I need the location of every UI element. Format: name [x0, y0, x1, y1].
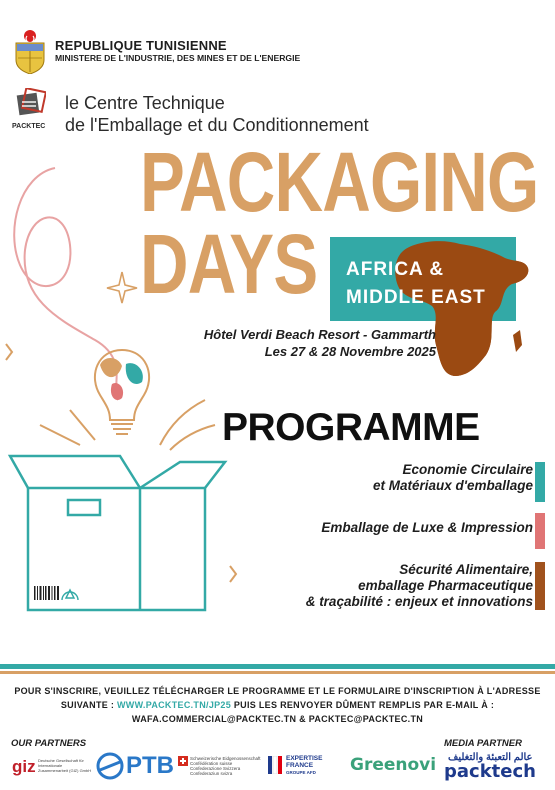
- registration-url-link[interactable]: WWW.PACKTEC.TN/JP25: [117, 700, 232, 710]
- media-arabic-title: عالم التعبئة والتغليف: [448, 752, 533, 763]
- greenovi-logo: Greenovi: [350, 755, 437, 775]
- theme-line: Economie Circulaire: [402, 462, 533, 477]
- theme-line: & traçabilité : enjeux et innovations: [305, 594, 533, 609]
- ministry-title: MINISTERE DE L'INDUSTRIE, DES MINES ET DE L'ENERGIE: [55, 53, 301, 63]
- region-line2: MIDDLE EAST: [346, 287, 486, 308]
- packtech-media-logo: packtech: [444, 761, 536, 782]
- programme-heading: PROGRAMME: [222, 406, 480, 449]
- media-partner-label: MEDIA PARTNER: [444, 738, 522, 749]
- registration-line1: POUR S'INSCRIRE, VEUILLEZ TÉLÉCHARGER LE PROGRAMME ET LE FORMULAIRE D'INSCRIPTION À L'ADRESSE: [14, 686, 541, 696]
- swiss-line: Confédération suisse: [190, 761, 233, 766]
- registration-suffix: PUIS LES RENVOYER DÛMENT REMPLIS PAR E-MAIL À :: [233, 700, 495, 710]
- swiss-line: Schweizerische Eidgenossenschaft: [190, 756, 261, 761]
- expertise-line: FRANCE: [286, 762, 314, 769]
- expertise-line: EXPERTISE: [286, 755, 323, 762]
- theme-line: Sécurité Alimentaire,: [399, 562, 533, 577]
- giz-subtitle: Deutsche Gesellschaft für Internationale Zusammenarbeit (GIZ) GmbH: [38, 758, 92, 773]
- region-line1: AFRICA &: [346, 259, 445, 280]
- venue-name: Hôtel Verdi Beach Resort - Gammarth: [203, 327, 436, 342]
- expertise-line: GROUPE AFD: [286, 770, 316, 775]
- registration-prefix: SUIVANTE :: [60, 700, 115, 710]
- centre-name-line2: de l'Emballage et du Conditionnement: [65, 115, 369, 135]
- region-text: [346, 256, 486, 312]
- theme-line: et Matériaux d'emballage: [372, 478, 533, 493]
- ptb-logo: PTB: [126, 752, 174, 779]
- swiss-line: Confederaziun svizra: [190, 771, 233, 776]
- venue-block: [140, 326, 436, 360]
- event-title-packaging: PACKAGING: [140, 135, 539, 229]
- theme-line: emballage Pharmaceutique: [358, 578, 533, 593]
- registration-emails[interactable]: WAFA.COMMERCIAL@PACKTEC.TN & PACKTEC@PACKTEC.TN: [131, 714, 424, 724]
- event-title-days: DAYS: [140, 217, 318, 311]
- swiss-line: Confederazione Svizzera: [190, 766, 241, 771]
- theme-line: Emballage de Luxe & Impression: [321, 520, 533, 535]
- packtec-logo-text: PACKTEC: [12, 123, 46, 130]
- partners-label: OUR PARTNERS: [11, 738, 87, 749]
- giz-logo: giz: [12, 757, 36, 776]
- event-dates: Les 27 & 28 Novembre 2025: [264, 344, 436, 359]
- centre-name-line1: le Centre Technique: [65, 93, 225, 113]
- republic-title: REPUBLIQUE TUNISIENNE: [55, 38, 227, 53]
